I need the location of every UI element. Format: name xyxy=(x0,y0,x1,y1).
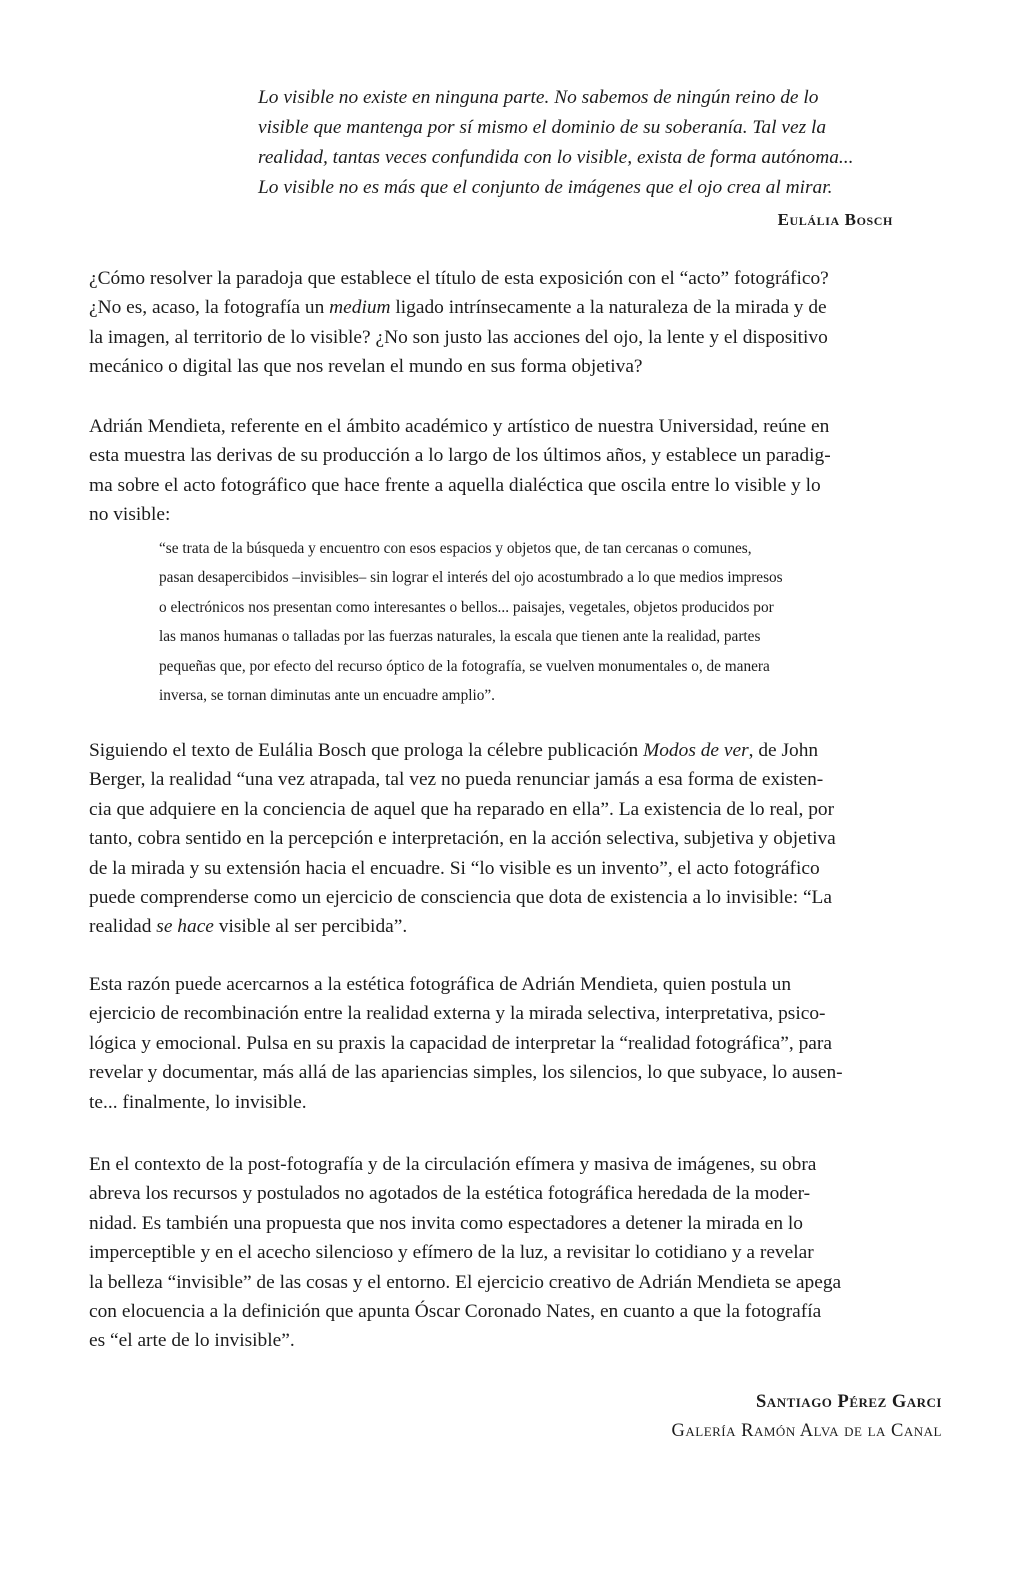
epigraph-line: Lo visible no es más que el conjunto de imágenes que el ojo crea al mirar. xyxy=(258,177,833,198)
paragraph-line: Adrián Mendieta, referente en el ámbito académico y artístico de nuestra Universidad, reúne en xyxy=(89,416,830,437)
paragraph-line: es “el arte de lo invisible”. xyxy=(89,1330,295,1352)
epigraph-line: Lo visible no existe en ninguna parte. No sabemos de ningún reino de lo xyxy=(258,87,819,108)
paragraph-line: abreva los recursos y postulados no agotados de la estética fotográfica heredada de la moder- xyxy=(89,1183,811,1205)
paragraph-2 xyxy=(89,412,946,530)
quote-line: las manos humanas o talladas por las fuerzas naturales, la escala que tienen ante la realidad, partes xyxy=(159,628,761,646)
text-run: visible al ser percibida”. xyxy=(213,916,408,938)
paragraph-line xyxy=(89,912,946,941)
epigraph-line: visible que mantenga por sí mismo el dominio de su soberanía. Tal vez la xyxy=(258,117,827,138)
quote-line: “se trata de la búsqueda y encuentro con esos espacios y objetos que, de tan cercanas o comunes, xyxy=(159,540,752,557)
text-run: , de John xyxy=(748,740,819,761)
paragraph-line: lógica y emocional. Pulsa en su praxis la capacidad de interpretar la “realidad fotográfica”, para xyxy=(89,1032,832,1054)
book-title: Modos de ver xyxy=(643,740,749,761)
text-run: ¿No es, acaso, la fotografía un xyxy=(89,297,330,319)
paragraph-line: Berger, la realidad “una vez atrapada, tal vez no pueda renunciar jamás a esa forma de existen- xyxy=(89,769,824,791)
paragraph-line: esta muestra las derivas de su producción a lo largo de los últimos años, y establece un paradig- xyxy=(89,445,831,467)
epigraph-quote xyxy=(258,83,898,203)
paragraph-line: cia que adquiere en la conciencia de aquel que ha reparado en ella”. La existencia de lo real, por xyxy=(89,798,835,820)
paragraph-line xyxy=(89,736,946,765)
paragraph-line: En el contexto de la post-fotografía y de la circulación efímera y masiva de imágenes, su obra xyxy=(89,1154,817,1175)
paragraph-3 xyxy=(89,736,946,942)
epigraph-author: Eulália Bosch xyxy=(777,210,893,229)
quote-line: pequeñas que, por efecto del recurso óptico de la fotografía, se vuelven monumentales o, de manera xyxy=(159,657,770,675)
paragraph-line: revelar y documentar, más allá de las apariencias simples, los silencios, lo que subyace, lo ausen- xyxy=(89,1062,843,1084)
paragraph-line xyxy=(89,293,946,322)
paragraph-5 xyxy=(89,1150,946,1356)
signature-name: Santiago Pérez Garci xyxy=(756,1392,942,1412)
text-run: ligado intrínsecamente a la naturaleza de la mirada y de xyxy=(390,297,827,319)
paragraph-line: te... finalmente, lo invisible. xyxy=(89,1091,307,1113)
quote-line: o electrónicos nos presentan como interesantes o bellos... paisajes, vegetales, objetos producidos por xyxy=(159,598,774,616)
paragraph-line: la belleza “invisible” de las cosas y el entorno. El ejercicio creativo de Adrián Mendieta se apega xyxy=(89,1271,842,1293)
paragraph-line: con elocuencia a la definición que apunta Óscar Coronado Nates, en cuanto a que la fotografía xyxy=(89,1301,822,1323)
paragraph-1 xyxy=(89,264,946,382)
epigraph-line: realidad, tantas veces confundida con lo visible, exista de forma autónoma... xyxy=(258,147,854,168)
signature-organization: Galería Ramón Alva de la Canal xyxy=(671,1421,942,1441)
paragraph-line: mecánico o digital las que nos revelan el mundo en sus forma objetiva? xyxy=(89,356,643,378)
paragraph-line: nidad. Es también una propuesta que nos invita como espectadores a detener la mirada en lo xyxy=(89,1212,803,1234)
paragraph-line: ma sobre el acto fotográfico que hace frente a aquella dialéctica que oscila entre lo visible y lo xyxy=(89,474,821,496)
paragraph-line: ¿Cómo resolver la paradoja que establece el título de esta exposición con el “acto” fotográfico? xyxy=(89,268,829,289)
paragraph-line: la imagen, al territorio de lo visible? ¿No son justo las acciones del ojo, la lente y el dispositivo xyxy=(89,326,828,348)
paragraph-line: de la mirada y su extensión hacia el encuadre. Si “lo visible es un invento”, el acto fotográfico xyxy=(89,857,820,879)
paragraph-line: imperceptible y en el acecho silencioso y efímero de la luz, a revisitar lo cotidiano y a revelar xyxy=(89,1242,814,1264)
block-quote xyxy=(159,534,944,710)
paragraph-line: ejercicio de recombinación entre la realidad externa y la mirada selectiva, interpretativa, psico- xyxy=(89,1003,826,1025)
text-run: realidad xyxy=(89,916,157,938)
quote-line: inversa, se tornan diminutas ante un encuadre amplio”. xyxy=(159,687,495,705)
paragraph-line: puede comprenderse como un ejercicio de consciencia que dota de existencia a lo invisible: “La xyxy=(89,887,832,909)
paragraph-4 xyxy=(89,970,946,1117)
text-run: Siguiendo el texto de Eulália Bosch que prologa la célebre publicación xyxy=(89,740,644,761)
quote-line: pasan desapercibidos –invisibles– sin lograr el interés del ojo acostumbrado a lo que medios impresos xyxy=(159,569,783,587)
paragraph-line: Esta razón puede acercarnos a la estética fotográfica de Adrián Mendieta, quien postula un xyxy=(89,974,792,995)
emphasis-text: medium xyxy=(329,297,391,319)
paragraph-line: tanto, cobra sentido en la percepción e interpretación, en la acción selectiva, subjetiva y objetiva xyxy=(89,828,836,850)
paragraph-line: no visible: xyxy=(89,504,171,526)
emphasis-text: se hace xyxy=(156,916,214,938)
